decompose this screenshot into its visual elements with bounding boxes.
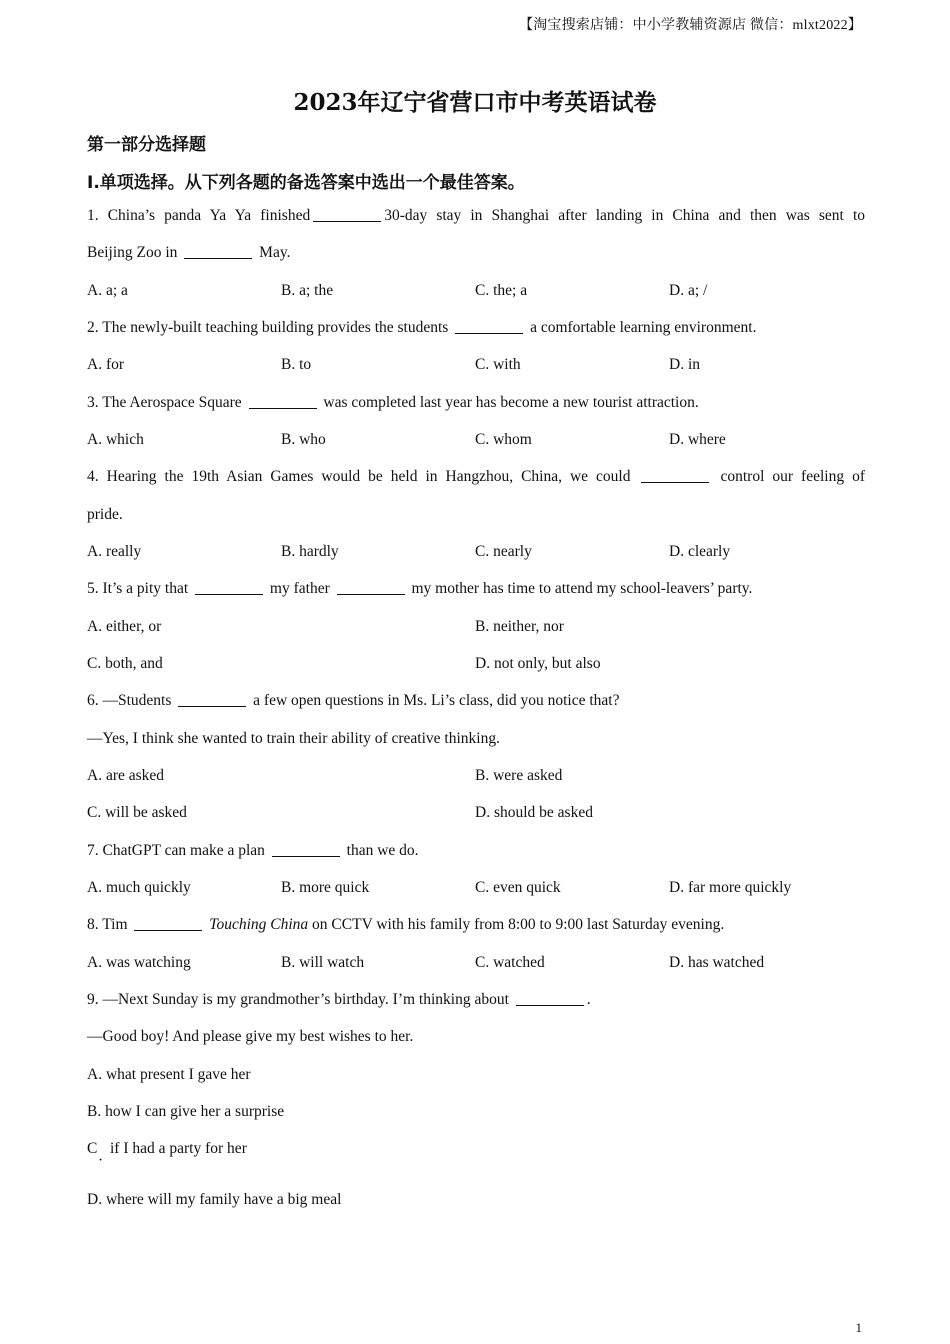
q6-option-c: C. will be asked xyxy=(87,804,187,821)
q4-option-d: D. clearly xyxy=(669,543,731,560)
question-4-line-2: pride. xyxy=(87,506,123,523)
q6-option-a: A. are asked xyxy=(87,767,165,784)
q9-option-c-letter: C xyxy=(87,1140,98,1157)
question-8: 8. Tim Touching China on CCTV with his family from 8:00 to 9:00 last Saturday evening. xyxy=(87,916,725,933)
answer-blank xyxy=(313,207,381,222)
q6-option-b: B. were asked xyxy=(475,767,563,784)
answer-blank xyxy=(134,916,202,931)
question-6-line-2: —Yes, I think she wanted to train their ability of creative thinking. xyxy=(87,730,500,747)
q9-option-a: A. what present I gave her xyxy=(87,1066,251,1083)
answer-blank xyxy=(178,692,246,707)
q2-option-d: D. in xyxy=(669,356,700,373)
q8-option-b: B. will watch xyxy=(281,954,365,971)
q1-option-a: A. a; a xyxy=(87,282,128,299)
q4-option-b: B. hardly xyxy=(281,543,339,560)
q9-option-c: if I had a party for her xyxy=(110,1140,247,1157)
q7-option-b: B. more quick xyxy=(281,879,370,896)
q3-option-d: D. where xyxy=(669,431,726,448)
page-number: 1 xyxy=(855,1320,862,1335)
q1-option-b: B. a; the xyxy=(281,282,334,299)
question-1-line-2: Beijing Zoo in May. xyxy=(87,244,291,261)
q3-option-c: C. whom xyxy=(475,431,532,448)
q3-option-b: B. who xyxy=(281,431,326,448)
q9-option-d: D. where will my family have a big meal xyxy=(87,1191,342,1208)
q3-option-a: A. which xyxy=(87,431,144,448)
q8-option-d: D. has watched xyxy=(669,954,765,971)
q4-option-c: C. nearly xyxy=(475,543,532,560)
page-title: 2023年辽宁省营口市中考英语试卷 xyxy=(293,89,657,116)
q8-option-a: A. was watching xyxy=(87,954,191,971)
question-1-line-1: 1. China’s panda Ya Ya finished 30-day stay in Shanghai after landing in China and then was sent to xyxy=(87,207,865,224)
answer-blank xyxy=(641,468,709,483)
part-heading: 第一部分选择题 xyxy=(87,135,206,155)
question-9-line-1: 9. —Next Sunday is my grandmother’s birthday. I’m thinking about . xyxy=(87,991,591,1008)
header-note: 【淘宝搜索店铺：中小学教辅资源店 微信：mlxt2022】 xyxy=(519,18,862,33)
q9-option-c-dot: · xyxy=(98,1152,104,1169)
question-5: 5. It’s a pity that my father my mother has time to attend my school-leavers’ party. xyxy=(87,580,753,597)
answer-blank xyxy=(195,580,263,595)
answer-blank xyxy=(249,394,317,409)
question-2: 2. The newly-built teaching building provides the students a comfortable learning environment. xyxy=(87,319,757,336)
q6-option-d: D. should be asked xyxy=(475,804,593,821)
question-7: 7. ChatGPT can make a plan than we do. xyxy=(87,842,419,859)
answer-blank xyxy=(455,319,523,334)
q2-option-b: B. to xyxy=(281,356,312,373)
q1-option-c: C. the; a xyxy=(475,282,528,299)
q5-option-d: D. not only, but also xyxy=(475,655,601,672)
answer-blank xyxy=(272,842,340,857)
answer-blank xyxy=(337,580,405,595)
question-9-line-2: —Good boy! And please give my best wishes to her. xyxy=(87,1028,414,1045)
q5-option-a: A. either, or xyxy=(87,618,162,635)
q9-option-b: B. how I can give her a surprise xyxy=(87,1103,285,1120)
question-3: 3. The Aerospace Square was completed last year has become a new tourist attraction. xyxy=(87,394,699,411)
q5-option-c: C. both, and xyxy=(87,655,163,672)
q8-option-c: C. watched xyxy=(475,954,545,971)
q7-option-d: D. far more quickly xyxy=(669,879,792,896)
question-6-line-1: 6. —Students a few open questions in Ms. Li’s class, did you notice that? xyxy=(87,692,620,709)
q7-option-c: C. even quick xyxy=(475,879,561,896)
q5-option-b: B. neither, nor xyxy=(475,618,564,635)
q2-option-a: A. for xyxy=(87,356,125,373)
q1-option-d: D. a; / xyxy=(669,282,708,299)
answer-blank xyxy=(516,991,584,1006)
q4-option-a: A. really xyxy=(87,543,142,560)
question-4-line-1: 4. Hearing the 19th Asian Games would be held in Hangzhou, China, we could control our feeling of xyxy=(87,468,865,485)
q7-option-a: A. much quickly xyxy=(87,879,191,896)
answer-blank xyxy=(184,244,252,259)
q2-option-c: C. with xyxy=(475,356,521,373)
section-heading: Ⅰ.单项选择。从下列各题的备选答案中选出一个最佳答案。 xyxy=(87,173,525,193)
